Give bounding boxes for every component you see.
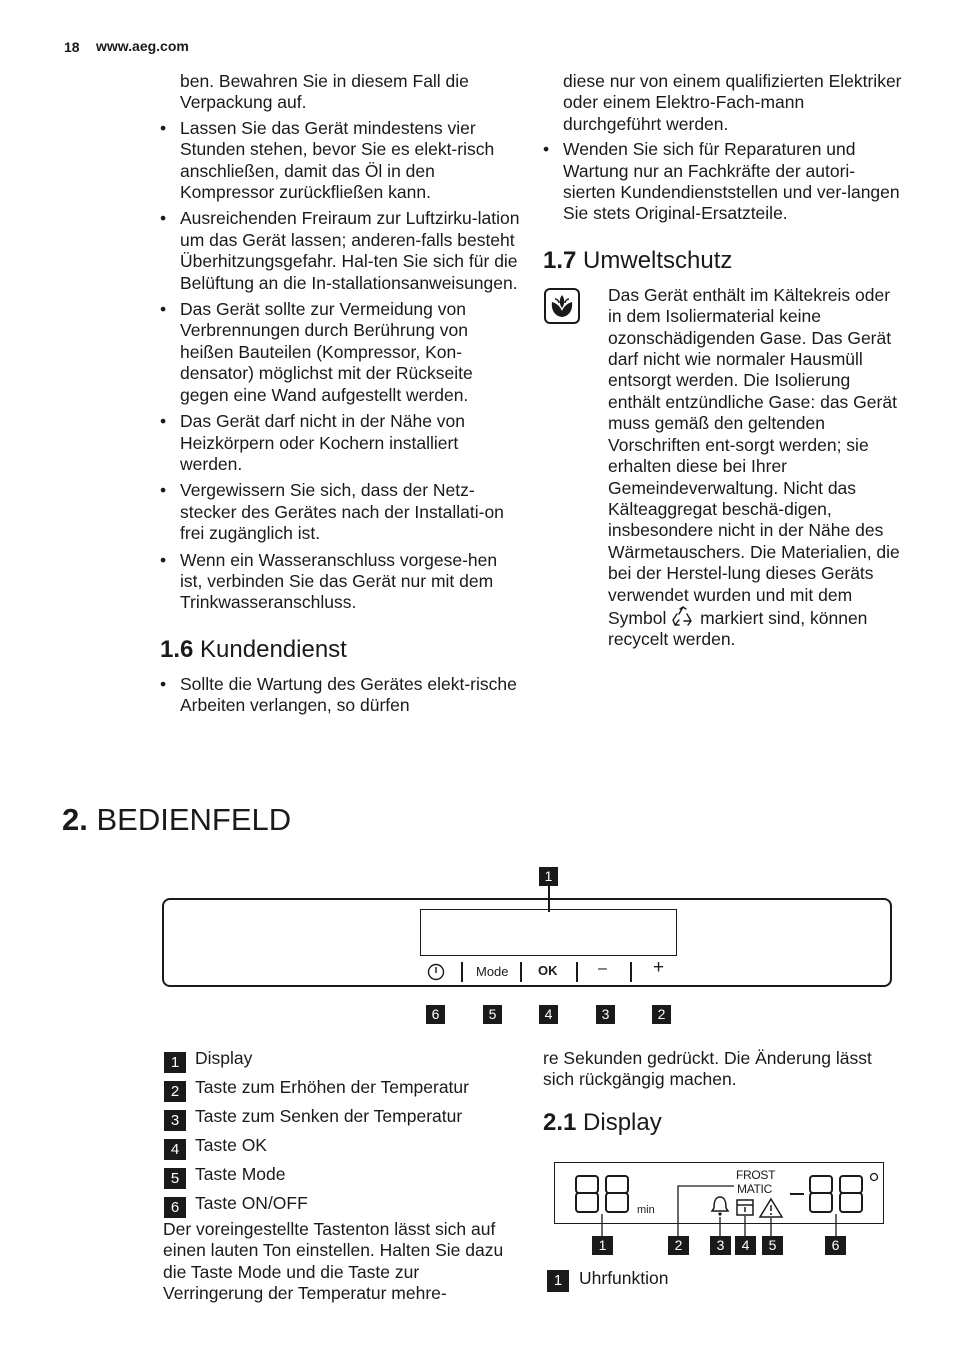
chapter-title-text: BEDIENFELD [96, 802, 292, 837]
panel-callout-ok: 4 [539, 1005, 558, 1024]
section-title: Display [583, 1108, 662, 1136]
section-number: 1.6 [160, 635, 194, 663]
environment-text-end: markiert sind, können recycelt werden. [608, 607, 868, 650]
display-callout-5: 5 [762, 1236, 783, 1255]
frostmatic-label-2: MATIC [737, 1182, 772, 1196]
section-title: Umweltschutz [583, 246, 733, 274]
list-item: • Lassen Sie das Gerät mindestens vier Stunden stehen, bevor Sie es elekt-risch anschließen, damit das Öl in den Kompressor zurückfließen kann. [160, 118, 520, 204]
display-callout-1: 1 [592, 1236, 613, 1255]
section-heading-kundendienst [160, 636, 520, 664]
section-number: 2.1 [543, 1108, 577, 1136]
ok-button[interactable]: OK [538, 963, 558, 978]
power-icon[interactable] [426, 962, 446, 982]
environment-text-main: Das Gerät enthält im Kältekreis oder in dem Isoliermaterial keine ozonschädigenden Gase. Das Gerät darf nicht wie normaler Hausmüll entsorgt werden. Die Isolierung enthält entzündliche Gase: das Gerät muss gemäß den geltenden Vorschriften ent-sorgt werden; sie erhalten diese bei Ihrer Gemeindeverwaltung. Nicht das Kälteaggregat beschä-digen, insbesondere nicht in der Nähe des Wärmetauschers. Die Materialien, die bei der Herstel-lung dieses Geräts verwendet wurden und mit dem Symbol [608, 284, 900, 628]
display-callout-4: 4 [735, 1236, 756, 1255]
panel-callout-minus: 3 [596, 1005, 615, 1024]
frostmatic-label-1: FROST [736, 1168, 776, 1182]
chapter-title [62, 800, 291, 840]
environment-block [543, 285, 903, 651]
legend-row [163, 1164, 513, 1193]
chapter-number: 2. [62, 802, 88, 837]
eco-leaf-icon [544, 288, 580, 324]
key-tone-note-continued: re Sekunden gedrückt. Die Änderung lässt sich rückgängig machen. [543, 1048, 872, 1090]
list-item: • Ausreichenden Freiraum zur Luftzirku-lation um das Gerät lassen; anderen-falls besteht Überhitzungsgefahr. Hal-ten Sie sich für die Belüftung an die In-stallationsanweisungen. [160, 208, 520, 294]
legend-number: 3 [164, 1110, 186, 1131]
display-callout-2: 2 [668, 1236, 689, 1255]
mode-button[interactable]: Mode [476, 964, 509, 979]
panel-callout-display: 1 [539, 867, 558, 886]
right-intro: diese nur von einem qualifizierten Elektriker oder einem Elektro-Fach-mann durchgeführt werden. [563, 71, 902, 134]
display-callout-3: 3 [710, 1236, 731, 1255]
display-legend-number: 1 [547, 1270, 569, 1292]
panel-separator [576, 962, 578, 982]
right-column [543, 71, 903, 651]
key-tone-note: Der voreingestellte Tastenton lässt sich auf einen lauten Ton einstellen. Halten Sie dazu die Taste Mode und die Taste zur Verringerung der Temperatur mehre- [163, 1219, 504, 1304]
list-item: • Das Gerät darf nicht in der Nähe von Heizkörpern oder Kochern installiert werden. [160, 411, 520, 475]
legend-text: Taste Mode [195, 1164, 286, 1184]
plus-button[interactable]: + [653, 957, 665, 978]
panel-separator [630, 962, 632, 982]
panel-legend [163, 1048, 513, 1305]
minus-button[interactable]: – [598, 960, 607, 977]
panel-display [420, 909, 677, 956]
section-heading-umweltschutz [543, 247, 903, 275]
legend-row [163, 1106, 513, 1135]
left-intro: ben. Bewahren Sie in diesem Fall die Verpackung auf. [180, 71, 469, 113]
recycle-icon [671, 606, 695, 628]
legend-number: 5 [164, 1168, 186, 1189]
display-unit-min: min [637, 1204, 655, 1216]
section-heading-display [543, 1109, 903, 1137]
legend-number: 1 [164, 1052, 186, 1073]
list-item: • Das Gerät sollte zur Vermeidung von Verbrennungen durch Berührung von heißen Bauteilen (Kompressor, Kon-densator) möglichst mit der Rückseite gegen eine Wand aufgestellt werden. [160, 299, 520, 406]
panel-callout-mode: 5 [483, 1005, 502, 1024]
legend-row [163, 1135, 513, 1164]
header-url: www.aeg.com [96, 38, 189, 54]
section-title: Kundendienst [200, 635, 347, 663]
display-callout-6: 6 [825, 1236, 846, 1255]
list-item: • Sollte die Wartung des Gerätes elekt-rische Arbeiten verlangen, so dürfen [160, 674, 520, 717]
legend-number: 6 [164, 1197, 186, 1218]
legend-text: Taste OK [195, 1135, 267, 1155]
right-bottom-column [543, 1048, 903, 1147]
page-number: 18 [64, 39, 80, 55]
list-item: • Wenn ein Wasseranschluss vorgese-hen ist, verbinden Sie das Gerät nur mit dem Trinkwasseranschluss. [160, 550, 520, 614]
panel-callout-power: 6 [426, 1005, 445, 1024]
legend-row [163, 1077, 513, 1106]
legend-row [163, 1048, 513, 1077]
left-bullet-list [160, 118, 520, 614]
list-item: • Vergewissern Sie sich, dass der Netz-stecker des Gerätes nach der Installati-on frei zugänglich ist. [160, 480, 520, 544]
list-item: • Wenden Sie sich für Reparaturen und Wartung nur an Fachkräfte der autori-sierten Kundendienststellen und ver-langen Sie stets Original-Ersatzteile. [543, 139, 903, 225]
kundendienst-list [160, 674, 520, 717]
left-column [160, 71, 520, 722]
environment-text [608, 285, 903, 651]
legend-row [163, 1193, 513, 1222]
legend-number: 4 [164, 1139, 186, 1160]
panel-separator [461, 962, 463, 982]
legend-text: Taste zum Senken der Temperatur [195, 1106, 463, 1126]
section-number: 1.7 [543, 246, 577, 274]
legend-text: Taste ON/OFF [195, 1193, 308, 1213]
right-bullet-list [543, 139, 903, 225]
legend-text: Display [195, 1048, 253, 1068]
legend-number: 2 [164, 1081, 186, 1102]
panel-callout-plus: 2 [652, 1005, 671, 1024]
panel-separator [520, 962, 522, 982]
display-legend-text: Uhrfunktion [579, 1268, 669, 1288]
legend-text: Taste zum Erhöhen der Temperatur [195, 1077, 469, 1097]
